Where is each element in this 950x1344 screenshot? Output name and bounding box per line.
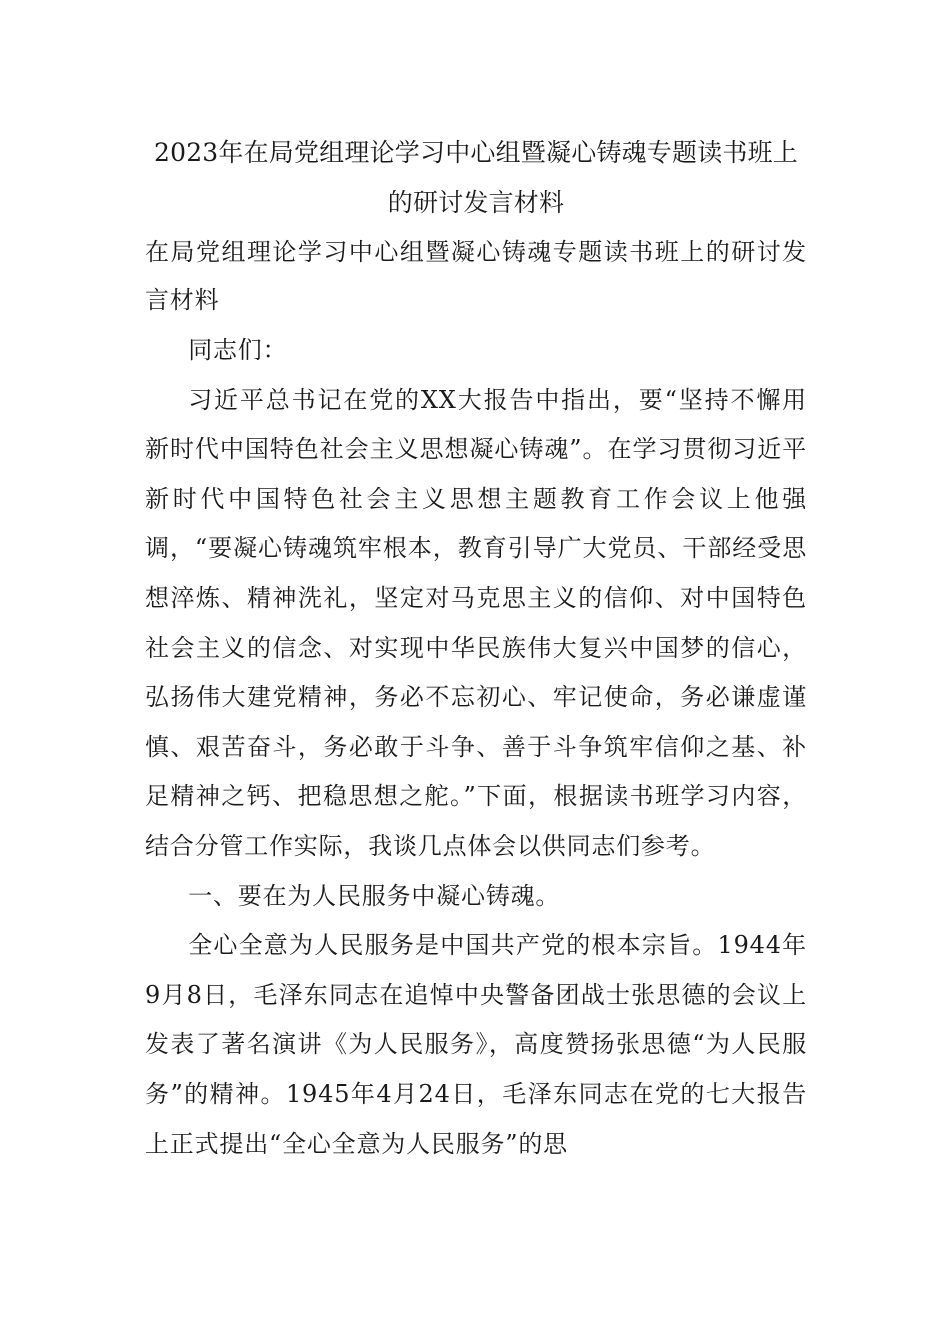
paragraph-intro: 习近平总书记在党的XX大报告中指出，要“坚持不懈用新时代中国特色社会主义思想凝心铸魂”。在学习贯彻习近平新时代中国特色社会主义思想主题教育工作会议上他强调，“要凝心铸魂筑牢根本，教育引导广大党员、干部经受思想淬炼、精神洗礼，坚定对马克思主义的信仰、对中国特色社会主义的信念、对实现中华民族伟大复兴中国梦的信心，弘扬伟大建党精神，务必不忘初心、牢记使命，务必谦虚谨慎、艰苦奋斗，务必敢于斗争、善于斗争筑牢信仰之基、补足精神之钙、把稳思想之舵。”下面，根据读书班学习内容，结合分管工作实际，我谈几点体会以供同志们参考。	[145, 385, 807, 860]
document-title	[145, 128, 807, 228]
document-body	[145, 128, 807, 1169]
paragraph-section-1: 全心全意为人民服务是中国共产党的根本宗旨。1944年9月8日，毛泽东同志在追悼中央警备团战士张思德的会议上发表了著名演讲《为人民服务》，高度赞扬张思德“为人民服务”的精神。1945年4月24日，毛泽东同志在党的七大报告上正式提出“全心全意为人民服务”的思	[145, 931, 807, 1158]
document-subtitle: 在局党组理论学习中心组暨凝心铸魂专题读书班上的研讨发言材料	[145, 238, 807, 314]
document-title-line-1: 2023年在局党组理论学习中心组暨凝心铸魂专题读书班上	[153, 138, 799, 167]
salutation: 同志们：	[188, 336, 288, 364]
document-title-line-2: 的研讨发言材料	[387, 188, 565, 217]
section-heading-1: 一、要在为人民服务中凝心铸魂。	[188, 881, 561, 910]
